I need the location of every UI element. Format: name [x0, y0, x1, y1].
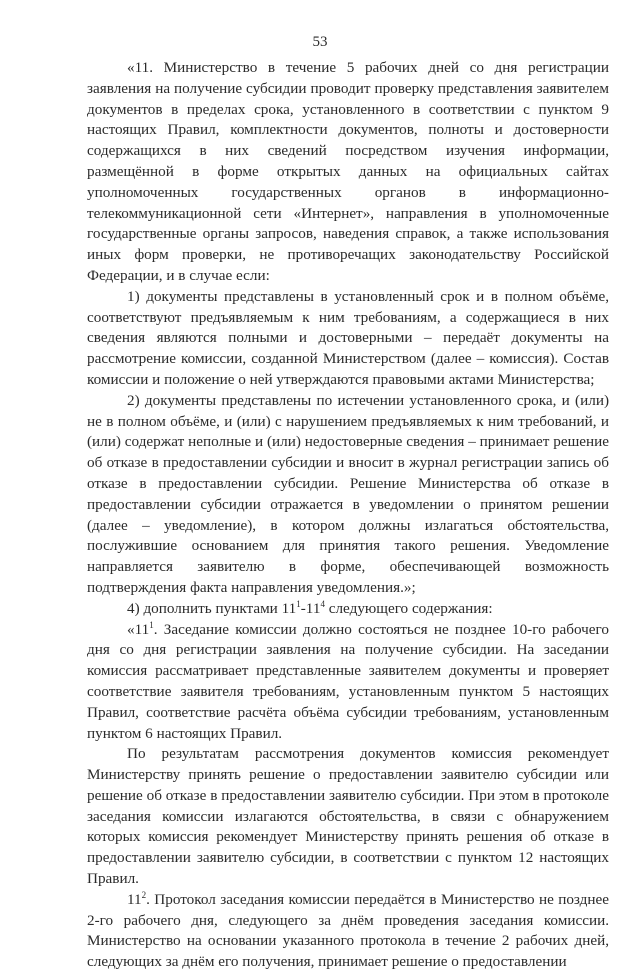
superscript: 4	[320, 598, 325, 609]
paragraph	[87, 620, 609, 745]
document-body	[87, 58, 609, 973]
text-segment: 1) документы представлены в установленный срок и в полном объёме, соответствуют предъявляемым к ним требованиям, а содержащиеся в них сведения являются полными и достоверными – передаёт документы на рассмотрение комиссии, созданной Министерством (далее – комиссия). Состав комиссии и положение о ней утверждаются правовыми актами Министерства;	[87, 287, 609, 388]
superscript: 1	[296, 598, 301, 609]
paragraph	[87, 58, 609, 287]
text-segment: По результатам рассмотрения документов комиссия рекомендует Министерству принять решение о предоставлении заявителю субсидии или решение об отказе в предоставлении заявителю субсидии. При этом в протоколе заседания комиссии излагаются обстоятельства, в связи с обнаружением которых комиссия рекомендует Министерству принять решения об отказе в предоставлении заявителю субсидии, в соответствии с пунктом 12 настоящих Правил.	[87, 745, 609, 888]
text-segment: -11	[300, 599, 321, 617]
paragraph	[87, 287, 609, 391]
text-segment: . Заседание комиссии должно состояться не позднее 10-го рабочего дня со дня регистрации заявления на получение субсидии. На заседании комиссия рассматривает представленные заявителем документы и проверяет соответствие заявителя требованиям, установленным пунктом 5 настоящих Правил, соответствие расчёта объёма субсидии требованиям, установленным пунктом 6 настоящих Правил.	[87, 620, 609, 742]
text-segment: «11	[127, 620, 150, 638]
superscript: 1	[149, 619, 154, 630]
paragraph	[87, 391, 609, 599]
paragraph	[87, 744, 609, 890]
text-segment: 11	[127, 890, 142, 908]
text-segment: 4) дополнить пунктами 11	[127, 599, 297, 617]
text-segment: следующего содержания:	[324, 599, 493, 617]
text-segment: . Протокол заседания комиссии передаётся в Министерство не позднее 2-го рабочего дня, следующего за днём проведения заседания комиссии. Министерство на основании указанного протокола в течение 2 рабочих дней, следующих за днём его получения, принимает решение о предоставлении	[87, 890, 609, 971]
paragraph	[87, 890, 609, 973]
text-segment: 2) документы представлены по истечении установленного срока, и (или) не в полном объёме, и (или) с нарушением предъявляемых к ним требований, и (или) содержат неполные и (или) недостоверные сведения – принимает решение об отказе в предоставлении субсидии и вносит в журнал регистрации запись об отказе в предоставлении субсидии. Решение Министерства об отказе в предоставлении субсидии отражается в уведомлении о принятом решении (далее – уведомление), в котором должны излагаться обстоятельства, послужившие основанием для принятия такого решения. Уведомление направляется заявителю в форме, обеспечивающей возможность подтверждения факта направления уведомления.»;	[87, 391, 609, 596]
text-segment: «11. Министерство в течение 5 рабочих дней со дня регистрации заявления на получение субсидии проводит проверку представления заявителем документов в пределах срока, установленного в соответствии с пунктом 9 настоящих Правил, комплектности документов, полноты и достоверности содержащихся в них сведений посредством изучения информации, размещённой в форме открытых данных на официальных сайтах уполномоченных государственных органов в информационно-телекоммуникационной сети «Интернет», направления в уполномоченные государственные органы запросов, наведения справок, а также использования иных форм проверки, не противоречащих законодательству Российской Федерации, и в случае если:	[87, 59, 609, 284]
page-number: 53	[312, 34, 328, 50]
paragraph	[87, 599, 609, 620]
superscript: 2	[141, 889, 147, 900]
